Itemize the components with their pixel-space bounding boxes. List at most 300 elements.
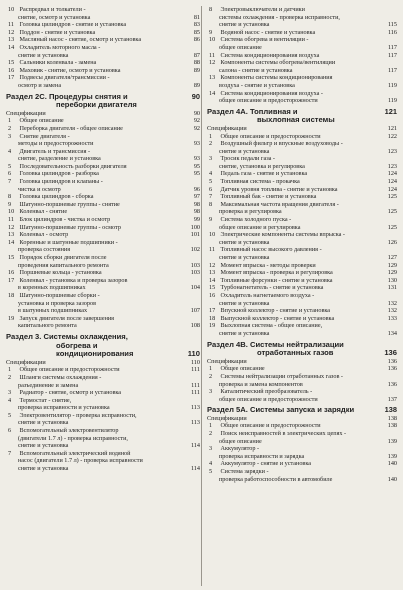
page-number: 108 bbox=[190, 322, 200, 330]
toc-entry-continued bbox=[6, 404, 200, 412]
page-number: 123 bbox=[387, 147, 397, 155]
entry-text: проверка исправности и зарядка bbox=[219, 452, 305, 460]
toc-entry bbox=[6, 277, 200, 285]
entry-text: Головка цилиндров - снятие и установка bbox=[19, 21, 127, 29]
entry-number: 12 bbox=[8, 28, 15, 36]
page-number: 114 bbox=[190, 465, 200, 473]
toc-entry-continued bbox=[6, 52, 200, 60]
entry-number: 16 bbox=[209, 291, 216, 299]
entry-number: 3 bbox=[8, 389, 12, 397]
toc-entry bbox=[207, 322, 397, 330]
page-number: 107 bbox=[190, 307, 200, 315]
entry-number: 9 bbox=[209, 28, 213, 36]
entry-text: Раздел 4B. Системы нейтрализации bbox=[207, 340, 344, 349]
section-heading bbox=[207, 108, 397, 117]
entry-text: Распредвал и толкатели - bbox=[19, 6, 86, 13]
entry-text: Поиск неисправностей в электрических цепях - bbox=[220, 430, 347, 438]
entry-text: в шатунных подшипниках bbox=[18, 307, 88, 315]
toc-entry-continued bbox=[6, 457, 200, 465]
page-number: 99 bbox=[193, 216, 200, 224]
section-heading bbox=[207, 406, 397, 415]
entry-number: 17 bbox=[209, 307, 216, 315]
entry-number: 6 bbox=[8, 427, 12, 435]
entry-text: Вспомогательный электрический водяной bbox=[19, 449, 131, 457]
toc-entry bbox=[207, 262, 397, 270]
toc-entry bbox=[6, 59, 200, 67]
toc-entry-continued bbox=[6, 419, 200, 427]
entry-text: Раздел 5A. Системы запуска и зарядки bbox=[207, 406, 355, 415]
entry-number: 1 bbox=[209, 422, 213, 430]
entry-text: Запуск двигателя после завершения bbox=[19, 314, 115, 322]
entry-text: Порядок сборки двигателя после bbox=[19, 254, 107, 261]
entry-text: снятие и установка bbox=[18, 465, 69, 473]
entry-number: 2 bbox=[209, 372, 213, 380]
entry-text: Общее описание и предосторожности bbox=[19, 366, 120, 374]
entry-text: Охладитель нагнетаемого воздуха - bbox=[220, 291, 315, 299]
page-number: 92 bbox=[193, 124, 200, 132]
toc-entry bbox=[207, 460, 397, 468]
page-number: 131 bbox=[387, 284, 397, 292]
toc-entry-continued bbox=[207, 148, 397, 156]
entry-text: снятие и установка bbox=[219, 21, 270, 29]
entry-text: Максимальная частота вращения двигателя - bbox=[220, 200, 339, 208]
entry-text: проверка исправности и установка bbox=[18, 404, 110, 412]
page-number: 136 bbox=[384, 349, 397, 358]
toc-entry bbox=[6, 224, 200, 232]
entry-text: Раздел 4A. Топливная и bbox=[207, 107, 298, 116]
page-number: 124 bbox=[387, 185, 397, 193]
page-number: 111 bbox=[191, 366, 200, 374]
entry-text: Тросик педали газа - bbox=[220, 155, 275, 163]
entry-text: насос (двигатели 1.7 л) - проверка исправности bbox=[18, 457, 143, 465]
entry-number: 8 bbox=[209, 200, 213, 208]
entry-text: Шатунно-поршневые группы - осмотр bbox=[19, 223, 121, 231]
section-heading-continued bbox=[207, 116, 397, 125]
toc-entry bbox=[207, 178, 397, 186]
entry-text: обогрева и bbox=[56, 341, 98, 350]
toc-entry bbox=[207, 284, 397, 292]
entry-text: чистка и осмотр bbox=[18, 185, 61, 193]
entry-number: 18 bbox=[209, 314, 216, 322]
page-number: 124 bbox=[387, 178, 397, 186]
toc-entry-continued bbox=[6, 14, 200, 22]
toc-entry-continued bbox=[207, 330, 397, 338]
toc-entry bbox=[207, 307, 397, 315]
toc-entry bbox=[207, 422, 397, 430]
entry-text: Раздел 3. Системы охлаждения, bbox=[6, 332, 128, 341]
toc-entry bbox=[207, 29, 397, 37]
toc-entry bbox=[207, 468, 397, 476]
entry-number: 5 bbox=[209, 468, 213, 476]
entry-text: Коренные и шатунные подшипники - bbox=[19, 238, 118, 246]
entry-text: установка и проверка зазоров bbox=[18, 299, 96, 307]
entry-text: Компоненты системы обогрева/вентиляции bbox=[220, 59, 336, 67]
entry-text: Спецификации bbox=[207, 357, 247, 365]
entry-number: 8 bbox=[8, 193, 12, 201]
entry-text: Система зарядки - bbox=[220, 468, 269, 476]
page-number: 81 bbox=[193, 13, 200, 21]
page-number: 111 bbox=[191, 381, 200, 389]
entry-number: 7 bbox=[8, 178, 12, 186]
page-number: 139 bbox=[387, 437, 397, 445]
entry-text: Выпускной коллектор - снятие и установка bbox=[220, 314, 335, 322]
entry-text: Электровентилятор - проверка исправности, bbox=[19, 411, 137, 419]
entry-text: снятие, осмотр и установка bbox=[18, 13, 91, 21]
toc-entry bbox=[6, 366, 200, 374]
page-number: 121 bbox=[387, 124, 397, 132]
entry-text: проверка состояния bbox=[18, 246, 71, 254]
entry-text: отработанных газов bbox=[257, 349, 334, 358]
entry-text: (двигатели 1.7 л) - проверка исправности, bbox=[18, 434, 128, 442]
page-number: 92 bbox=[193, 117, 200, 125]
entry-text: воздуха - снятие и установка bbox=[219, 81, 295, 89]
toc-entry-continued bbox=[207, 453, 397, 461]
entry-number: 14 bbox=[209, 276, 216, 284]
entry-number: 10 bbox=[8, 6, 15, 13]
page-number: 88 bbox=[193, 59, 200, 67]
toc-entry-continued bbox=[207, 476, 397, 484]
entry-text: Переборка двигателя - общее описание bbox=[19, 124, 123, 132]
page-number: 86 bbox=[193, 36, 200, 44]
entry-text: проверка и регулировка bbox=[219, 208, 282, 216]
page-number: 133 bbox=[387, 314, 397, 322]
toc-entry-continued bbox=[6, 284, 200, 292]
toc-entry-continued bbox=[6, 262, 200, 270]
entry-text: Воздушный фильтр и впускные воздуховоды - bbox=[220, 140, 343, 148]
page-number: 90 bbox=[193, 109, 200, 117]
entry-text: Радиатор - снятие, осмотр и установка bbox=[19, 389, 122, 397]
toc-entry bbox=[6, 239, 200, 247]
toc-entry-continued bbox=[6, 246, 200, 254]
entry-text: снятие, установка и регулировка bbox=[219, 162, 305, 170]
toc-entry bbox=[6, 389, 200, 397]
toc-entry bbox=[6, 44, 200, 52]
section-heading-continued bbox=[207, 349, 397, 358]
entry-text: Шатунно-поршневые группы - снятие bbox=[19, 200, 120, 208]
entry-number: 10 bbox=[209, 231, 216, 239]
entry-text: методы и предосторожности bbox=[18, 140, 94, 148]
toc-entry bbox=[6, 315, 200, 323]
page-number: 102 bbox=[190, 246, 200, 254]
entry-number: 18 bbox=[8, 291, 15, 299]
toc-entry bbox=[207, 140, 397, 148]
page-number: 87 bbox=[193, 51, 200, 59]
page-number: 103 bbox=[190, 261, 200, 269]
entry-text: осмотр и замена bbox=[18, 81, 62, 89]
toc-entry-continued bbox=[207, 14, 397, 22]
section-heading-continued bbox=[6, 101, 200, 110]
entry-number: 11 bbox=[209, 51, 215, 59]
entry-text: Система кондиционирования воздуха bbox=[220, 51, 320, 59]
toc-entry-continued bbox=[207, 239, 397, 247]
toc-entry bbox=[6, 208, 200, 216]
entry-text: Коленвал - установка и проверка зазоров bbox=[19, 276, 128, 284]
toc-entry bbox=[207, 269, 397, 277]
entry-text: общее описание bbox=[219, 43, 262, 51]
page-number: 95 bbox=[193, 170, 200, 178]
entry-number: 2 bbox=[8, 373, 12, 381]
entry-text: Система холодного пуска - bbox=[220, 216, 292, 224]
toc-entry bbox=[207, 216, 397, 224]
entry-text: Педаль газа - снятие и установка bbox=[220, 170, 308, 178]
page-number: 122 bbox=[387, 132, 397, 140]
page-number: 89 bbox=[193, 66, 200, 74]
entry-text: Раздел 2C. Процедуры снятия и bbox=[6, 92, 128, 101]
section-heading-continued bbox=[6, 350, 200, 359]
entry-text: Турбонагнетатель - снятие и установка bbox=[220, 284, 324, 292]
section-heading bbox=[6, 333, 200, 342]
toc-entry-continued bbox=[6, 300, 200, 308]
page-number: 139 bbox=[387, 452, 397, 460]
entry-text: Головка цилиндров - разборка bbox=[19, 170, 99, 178]
entry-number: 11 bbox=[209, 246, 215, 254]
toc-entry bbox=[207, 59, 397, 67]
toc-entry bbox=[207, 193, 397, 201]
entry-number: 14 bbox=[8, 238, 15, 246]
entry-number: 7 bbox=[209, 193, 213, 201]
page-number: 117 bbox=[387, 66, 397, 74]
entry-text: Вспомогательный электровентилятор bbox=[19, 427, 119, 435]
page-number: 98 bbox=[193, 200, 200, 208]
entry-text: проверка и замена компонентов bbox=[219, 380, 303, 388]
entry-number: 6 bbox=[209, 185, 213, 193]
toc-entry bbox=[207, 74, 397, 82]
entry-text: Момент впрыска - методы проверки bbox=[220, 261, 316, 269]
toc-entry bbox=[207, 133, 397, 141]
entry-text: Спецификации bbox=[207, 124, 247, 132]
toc-entry bbox=[207, 36, 397, 44]
entry-text: Сальники коленвала - замена bbox=[19, 59, 97, 67]
entry-number: 19 bbox=[8, 314, 15, 322]
toc-entry bbox=[6, 6, 200, 14]
entry-text: снятие и установка bbox=[18, 419, 69, 427]
toc-entry bbox=[6, 397, 200, 405]
page-number: 83 bbox=[193, 21, 200, 29]
entry-text: Коленвал - осмотр bbox=[19, 231, 69, 239]
entry-text: Шланги системы охлаждения - bbox=[19, 373, 102, 381]
page-number: 113 bbox=[190, 419, 200, 427]
entry-text: Система обогрева и вентиляции - bbox=[220, 36, 309, 44]
page-number: 103 bbox=[190, 269, 200, 277]
entry-number: 17 bbox=[8, 276, 15, 284]
entry-text: выхлопная системы bbox=[257, 116, 335, 125]
entry-number: 7 bbox=[8, 449, 12, 457]
page-number: 110 bbox=[187, 350, 200, 359]
entry-text: Датчик уровня топлива - снятие и установка bbox=[220, 185, 338, 193]
toc-entry bbox=[207, 246, 397, 254]
entry-number: 15 bbox=[8, 59, 15, 67]
specifications-entry bbox=[6, 110, 200, 118]
toc-entry bbox=[207, 6, 397, 14]
toc-entry-continued bbox=[6, 307, 200, 315]
toc-entry-continued bbox=[207, 208, 397, 216]
page-number: 127 bbox=[387, 254, 397, 261]
page-number: 136 bbox=[387, 357, 397, 365]
entry-text: Блок цилиндров - чистка и осмотр bbox=[19, 216, 111, 224]
entry-text: салона - снятие и установка bbox=[219, 66, 293, 74]
toc-entry-continued bbox=[207, 163, 397, 171]
page-number: 101 bbox=[190, 231, 200, 239]
entry-text: Спецификации bbox=[6, 109, 46, 117]
toc-entry-continued bbox=[6, 465, 200, 473]
page-number: 111 bbox=[191, 389, 200, 397]
toc-entry bbox=[6, 193, 200, 201]
entry-number: 3 bbox=[209, 388, 213, 396]
page-number: 134 bbox=[387, 329, 397, 337]
toc-entry bbox=[207, 292, 397, 300]
entry-text: Топливный насос высокого давления - bbox=[220, 246, 322, 254]
entry-text: Головка цилиндров и клапаны - bbox=[19, 178, 103, 186]
toc-entry-continued bbox=[6, 140, 200, 148]
toc-entry bbox=[6, 450, 200, 458]
entry-text: проведения капитального ремонта bbox=[18, 261, 109, 269]
entry-text: Каталитический преобразователь - bbox=[220, 388, 313, 396]
toc-entry-continued bbox=[207, 21, 397, 29]
entry-number: 4 bbox=[8, 147, 12, 155]
toc-entry bbox=[207, 365, 397, 373]
page-number: 129 bbox=[387, 269, 397, 277]
toc-entry bbox=[6, 292, 200, 300]
entry-text: Спецификации bbox=[6, 358, 46, 366]
entry-number: 3 bbox=[209, 445, 213, 453]
entry-text: Общее описание и предосторожности bbox=[220, 132, 321, 140]
toc-entry bbox=[207, 277, 397, 285]
entry-text: Подвесы двигателя/трансмиссии - bbox=[19, 74, 110, 82]
page-number: 98 bbox=[193, 208, 200, 216]
entry-number: 1 bbox=[209, 365, 213, 373]
entry-number: 4 bbox=[209, 460, 213, 468]
entry-text: снятие и установка bbox=[219, 147, 270, 155]
toc-entry bbox=[207, 430, 397, 438]
toc-entry bbox=[207, 373, 397, 381]
toc-entry bbox=[6, 117, 200, 125]
entry-number: 13 bbox=[8, 36, 15, 44]
page-number: 119 bbox=[387, 81, 397, 89]
toc-entry bbox=[6, 148, 200, 156]
page-number: 130 bbox=[387, 276, 397, 284]
toc-entry bbox=[207, 445, 397, 453]
entry-number: 2 bbox=[209, 140, 213, 148]
page-number: 114 bbox=[190, 442, 200, 450]
page-number: 117 bbox=[387, 43, 397, 51]
entry-number: 15 bbox=[8, 254, 15, 261]
entry-number: 4 bbox=[8, 396, 12, 404]
toc-entry bbox=[207, 90, 397, 98]
entry-number: 17 bbox=[8, 74, 15, 82]
page-number: 125 bbox=[387, 193, 397, 201]
toc-entry bbox=[6, 216, 200, 224]
toc-entry bbox=[6, 67, 200, 75]
page-number: 116 bbox=[387, 28, 397, 36]
toc-entry-continued bbox=[6, 186, 200, 194]
entry-number: 13 bbox=[209, 74, 216, 82]
page-number: 125 bbox=[387, 223, 397, 231]
entry-number: 9 bbox=[209, 216, 213, 224]
entry-text: Поддон - снятие и установка bbox=[19, 28, 96, 36]
entry-text: Поршневые кольца - установка bbox=[19, 269, 102, 277]
entry-text: снятие и установка bbox=[18, 442, 69, 450]
page-number: 124 bbox=[387, 170, 397, 178]
entry-number: 13 bbox=[8, 231, 15, 239]
page-number: 138 bbox=[387, 422, 397, 430]
entry-text: Общее описание bbox=[19, 117, 64, 125]
left-column bbox=[6, 6, 200, 473]
entry-number: 6 bbox=[8, 170, 12, 178]
entry-text: переборки двигателя bbox=[56, 101, 137, 110]
entry-text: Компоненты системы кондиционирования bbox=[220, 74, 333, 82]
toc-entry-continued bbox=[207, 396, 397, 404]
entry-number: 13 bbox=[209, 269, 216, 277]
toc-entry bbox=[207, 186, 397, 194]
entry-text: общее описание и предосторожности bbox=[219, 97, 318, 105]
page-number: 89 bbox=[193, 81, 200, 89]
toc-entry bbox=[6, 178, 200, 186]
entry-number: 12 bbox=[8, 223, 15, 231]
page-number: 100 bbox=[190, 223, 200, 231]
specifications-entry bbox=[207, 415, 397, 423]
entry-number: 3 bbox=[209, 155, 213, 163]
entry-text: Электровыключатели и датчики bbox=[220, 6, 305, 13]
toc-entry bbox=[6, 231, 200, 239]
page-number: 97 bbox=[193, 193, 200, 201]
toc-entry-continued bbox=[207, 381, 397, 389]
entry-number: 2 bbox=[209, 430, 213, 438]
page-number: 119 bbox=[387, 97, 397, 105]
toc-entry bbox=[6, 125, 200, 133]
page-number: 132 bbox=[387, 307, 397, 315]
entry-text: Термостат - снятие, bbox=[19, 396, 72, 404]
page-number: 85 bbox=[193, 28, 200, 36]
entry-number: 3 bbox=[8, 132, 12, 140]
entry-text: Топливный бак - снятие и установка bbox=[220, 193, 317, 201]
toc-entry bbox=[6, 201, 200, 209]
toc-entry bbox=[6, 170, 200, 178]
entry-text: Масляный насос - снятие, осмотр и установка bbox=[19, 36, 142, 44]
specifications-entry bbox=[207, 125, 397, 133]
toc-entry bbox=[6, 36, 200, 44]
entry-number: 4 bbox=[209, 170, 213, 178]
toc-entry-continued bbox=[207, 224, 397, 232]
page-number: 125 bbox=[387, 208, 397, 216]
toc-entry bbox=[207, 52, 397, 60]
page-number: 140 bbox=[387, 475, 397, 483]
toc-entry bbox=[207, 170, 397, 178]
entry-text: в коренных подшипниках bbox=[18, 284, 86, 292]
toc-entry-continued bbox=[207, 254, 397, 262]
entry-number: 14 bbox=[8, 43, 15, 51]
toc-entry bbox=[207, 201, 397, 209]
entry-text: Системы нейтрализации отработанных газов - bbox=[220, 372, 343, 380]
entry-number: 11 bbox=[8, 216, 14, 224]
page-number: 96 bbox=[193, 185, 200, 193]
toc-entry-continued bbox=[6, 435, 200, 443]
entry-number: 8 bbox=[209, 6, 213, 13]
entry-number: 9 bbox=[8, 200, 12, 208]
page-number: 90 bbox=[191, 92, 200, 101]
page-number: 129 bbox=[387, 261, 397, 269]
page-number: 132 bbox=[387, 299, 397, 307]
page-number: 140 bbox=[387, 460, 397, 468]
toc-entry-continued bbox=[6, 442, 200, 450]
entry-text: Аккумулятор - bbox=[220, 445, 260, 453]
entry-number: 10 bbox=[209, 36, 216, 44]
entry-number: 5 bbox=[8, 162, 12, 170]
entry-text: Шатунно-поршневые сборки - bbox=[19, 291, 100, 299]
entry-number: 1 bbox=[8, 117, 12, 125]
page-number: 104 bbox=[190, 284, 200, 292]
toc-entry bbox=[6, 427, 200, 435]
page-number: 126 bbox=[387, 238, 397, 246]
